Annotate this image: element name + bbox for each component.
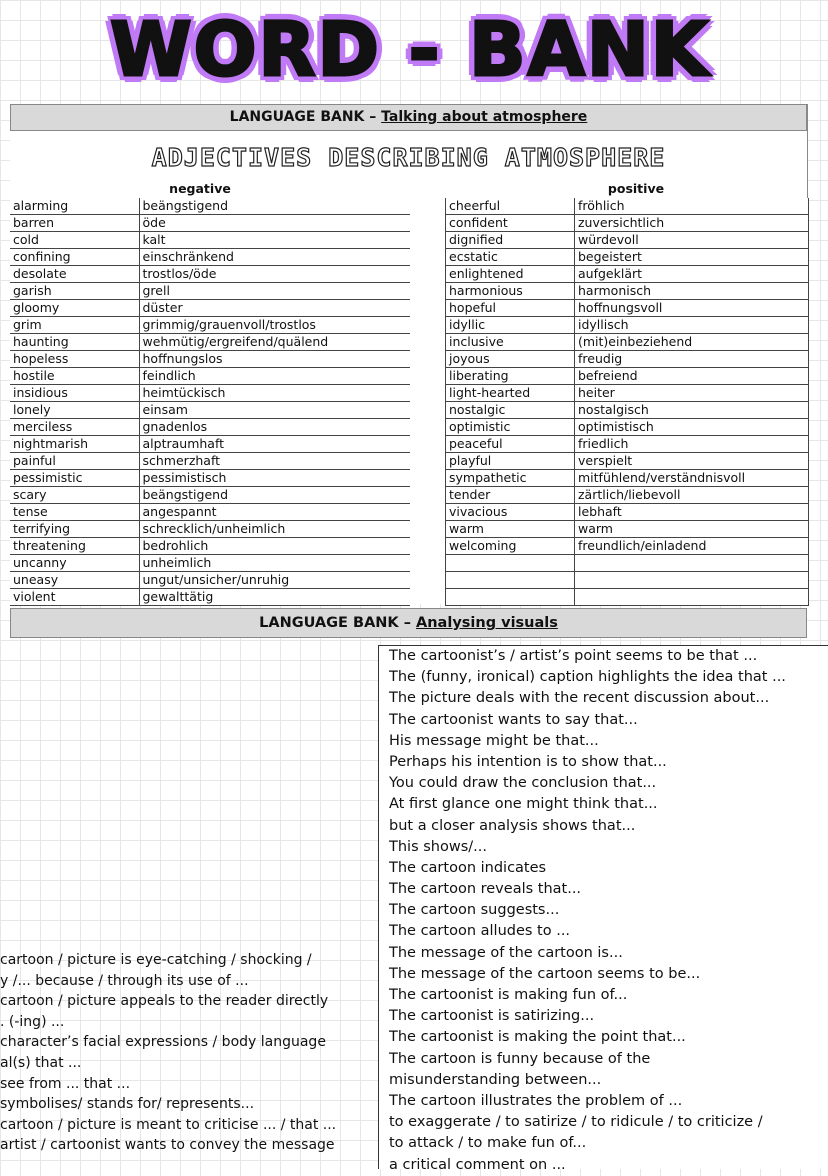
english-adjective: barren: [10, 215, 139, 232]
negative-adjectives-table: [10, 198, 410, 606]
english-adjective: peaceful: [446, 436, 575, 453]
german-translation: hoffnungsvoll: [575, 300, 809, 317]
english-adjective: merciless: [10, 419, 139, 436]
english-adjective: nostalgic: [446, 402, 575, 419]
visuals-header-prefix: LANGUAGE BANK –: [259, 615, 417, 631]
positive-row: [446, 555, 809, 572]
positive-row: [446, 334, 809, 351]
negative-row: [10, 300, 410, 317]
german-translation: einsam: [139, 402, 410, 419]
german-translation: pessimistisch: [139, 470, 410, 487]
english-adjective: vivacious: [446, 504, 575, 521]
atmosphere-header-link: Talking about atmosphere: [381, 109, 588, 125]
german-translation: gnadenlos: [139, 419, 410, 436]
negative-row: [10, 283, 410, 300]
english-adjective: hopeful: [446, 300, 575, 317]
positive-row: [446, 300, 809, 317]
atmosphere-bank-header: [10, 104, 807, 131]
german-translation: schrecklich/unheimlich: [139, 521, 410, 538]
german-translation: lebhaft: [575, 504, 809, 521]
phrase-line: to exaggerate / to satirize / to ridicule / to criticize /: [389, 1114, 763, 1131]
phrase-line: The picture deals with the recent discussion about...: [389, 690, 770, 707]
english-adjective: ecstatic: [446, 249, 575, 266]
negative-row: [10, 266, 410, 283]
phrase-line: Perhaps his intention is to show that...: [389, 753, 667, 770]
negative-row: [10, 504, 410, 521]
positive-row: [446, 419, 809, 436]
phrase-line: This shows/...: [389, 838, 487, 855]
german-translation: feindlich: [139, 368, 410, 385]
positive-row: [446, 351, 809, 368]
positive-row: [446, 504, 809, 521]
german-translation: öde: [139, 215, 410, 232]
english-adjective: idyllic: [446, 317, 575, 334]
english-adjective: optimistic: [446, 419, 575, 436]
positive-row: [446, 317, 809, 334]
phrase-line: The (funny, ironical) caption highlights the idea that ...: [389, 669, 786, 686]
left-phrase-line: cartoon / picture is meant to criticise ... / that ...: [0, 1116, 337, 1133]
negative-row: [10, 453, 410, 470]
phrase-line: The cartoon is funny because of the: [389, 1050, 651, 1067]
english-adjective: hopeless: [10, 351, 139, 368]
phrase-line: The cartoonist is making the point that...: [389, 1029, 686, 1046]
german-translation: verspielt: [575, 453, 809, 470]
english-adjective: alarming: [10, 198, 139, 215]
german-translation: aufgeklärt: [575, 266, 809, 283]
german-translation: warm: [575, 521, 809, 538]
negative-column-heading: negative: [169, 181, 231, 196]
positive-row: [446, 572, 809, 589]
german-translation: grell: [139, 283, 410, 300]
english-adjective: haunting: [10, 334, 139, 351]
english-adjective: grim: [10, 317, 139, 334]
english-adjective: warm: [446, 521, 575, 538]
english-adjective: light-hearted: [446, 385, 575, 402]
positive-row: [446, 487, 809, 504]
negative-row: [10, 334, 410, 351]
english-adjective: threatening: [10, 538, 139, 555]
german-translation: harmonisch: [575, 283, 809, 300]
german-translation: angespannt: [139, 504, 410, 521]
german-translation: beängstigend: [139, 487, 410, 504]
german-translation: nostalgisch: [575, 402, 809, 419]
phrase-line: The cartoon illustrates the problem of ...: [389, 1092, 683, 1109]
german-translation: idyllisch: [575, 317, 809, 334]
left-phrase-line: cartoon / picture is eye-catching / shocking /: [0, 952, 312, 968]
german-translation: wehmütig/ergreifend/quälend: [139, 334, 410, 351]
negative-row: [10, 402, 410, 419]
negative-row: [10, 572, 410, 589]
word-bank-title: WORD - BANK: [110, 7, 711, 93]
german-translation: heiter: [575, 385, 809, 402]
negative-row: [10, 351, 410, 368]
english-adjective: garish: [10, 283, 139, 300]
english-adjective: gloomy: [10, 300, 139, 317]
english-adjective: harmonious: [446, 283, 575, 300]
english-adjective: cheerful: [446, 198, 575, 215]
positive-row: [446, 232, 809, 249]
english-adjective: confining: [10, 249, 139, 266]
phrase-line: The cartoon reveals that...: [389, 881, 582, 898]
english-adjective: joyous: [446, 351, 575, 368]
positive-row: [446, 470, 809, 487]
phrase-line: The cartoonist is making fun of...: [389, 987, 628, 1003]
english-adjective: uncanny: [10, 555, 139, 572]
negative-row: [10, 521, 410, 538]
german-translation: gewalttätig: [139, 589, 410, 606]
phrase-line: a critical comment on ...: [389, 1156, 566, 1173]
negative-row: [10, 555, 410, 572]
visuals-bank-header: [10, 608, 807, 638]
left-phrase-line: y /... because / through its use of ...: [0, 972, 249, 989]
english-adjective: confident: [446, 215, 575, 232]
phrase-line: You could draw the conclusion that...: [389, 775, 657, 792]
negative-row: [10, 317, 410, 334]
negative-row: [10, 419, 410, 436]
phrase-line: to attack / to make fun of...: [389, 1135, 587, 1152]
german-translation: bedrohlich: [139, 538, 410, 555]
positive-adjectives-table: [445, 198, 809, 606]
positive-row: [446, 249, 809, 266]
positive-row: [446, 538, 809, 555]
positive-row: [446, 385, 809, 402]
english-adjective: painful: [10, 453, 139, 470]
phrase-line: The message of the cartoon seems to be...: [389, 965, 701, 982]
negative-row: [10, 198, 410, 215]
german-translation: hoffnungslos: [139, 351, 410, 368]
german-translation: begeistert: [575, 249, 809, 266]
german-translation: mitfühlend/verständnisvoll: [575, 470, 809, 487]
negative-row: [10, 589, 410, 606]
left-phrase-line: symbolises/ stands for/ represents...: [0, 1096, 255, 1113]
atmosphere-header-prefix: LANGUAGE BANK –: [229, 109, 382, 125]
positive-row: [446, 266, 809, 283]
german-translation: würdevoll: [575, 232, 809, 249]
english-adjective: [446, 572, 575, 589]
english-adjective: [446, 589, 575, 606]
german-translation: kalt: [139, 232, 410, 249]
negative-row: [10, 487, 410, 504]
left-phrase-line: artist / cartoonist wants to convey the message: [0, 1137, 335, 1154]
visuals-header-link: Analysing visuals: [416, 615, 558, 631]
phrase-line: The cartoon suggests...: [389, 902, 560, 919]
left-phrase-line: al(s) that ...: [0, 1054, 82, 1071]
english-adjective: terrifying: [10, 521, 139, 538]
negative-row: [10, 368, 410, 385]
positive-row: [446, 198, 809, 215]
phrase-line: The cartoonist’s / artist’s point seems to be that ...: [389, 648, 758, 664]
positive-row: [446, 283, 809, 300]
german-translation: [575, 589, 809, 606]
german-translation: schmerzhaft: [139, 453, 410, 470]
german-translation: friedlich: [575, 436, 809, 453]
english-adjective: hostile: [10, 368, 139, 385]
german-translation: einschränkend: [139, 249, 410, 266]
positive-row: [446, 521, 809, 538]
phrase-line: misunderstanding between...: [389, 1071, 602, 1088]
english-adjective: insidious: [10, 385, 139, 402]
english-adjective: cold: [10, 232, 139, 249]
english-adjective: tense: [10, 504, 139, 521]
english-adjective: inclusive: [446, 334, 575, 351]
positive-row: [446, 368, 809, 385]
left-phrase-line: . (-ing) ...: [0, 1013, 65, 1030]
positive-row: [446, 589, 809, 606]
english-adjective: lonely: [10, 402, 139, 419]
positive-row: [446, 436, 809, 453]
phrase-line: The message of the cartoon is...: [389, 944, 623, 961]
english-adjective: violent: [10, 589, 139, 606]
negative-row: [10, 538, 410, 555]
left-phrase-line: cartoon / picture appeals to the reader directly: [0, 993, 329, 1010]
german-translation: [575, 572, 809, 589]
german-translation: freundlich/einladend: [575, 538, 809, 555]
german-translation: fröhlich: [575, 198, 809, 215]
english-adjective: enlightened: [446, 266, 575, 283]
phrase-line: The cartoon indicates: [389, 859, 547, 876]
adjectives-subtitle: ADJECTIVES DESCRIBING ATMOSPHERE: [151, 143, 666, 172]
positive-row: [446, 215, 809, 232]
german-translation: unheimlich: [139, 555, 410, 572]
positive-column-heading: positive: [607, 181, 665, 196]
german-translation: optimistisch: [575, 419, 809, 436]
german-translation: [575, 555, 809, 572]
german-translation: düster: [139, 300, 410, 317]
phrase-line: The cartoonist wants to say that...: [389, 711, 638, 728]
phrase-line: but a closer analysis shows that...: [389, 817, 636, 834]
german-translation: ungut/unsicher/unruhig: [139, 572, 410, 589]
english-adjective: dignified: [446, 232, 575, 249]
visual-analysis-phrase-list: [378, 645, 828, 1173]
negative-row: [10, 249, 410, 266]
positive-row: [446, 402, 809, 419]
phrase-line: His message might be that...: [389, 732, 599, 749]
german-translation: freudig: [575, 351, 809, 368]
negative-row: [10, 232, 410, 249]
phrase-line: The cartoonist is satirizing...: [389, 1008, 595, 1025]
english-adjective: nightmarish: [10, 436, 139, 453]
english-adjective: uneasy: [10, 572, 139, 589]
german-translation: befreiend: [575, 368, 809, 385]
german-translation: heimtückisch: [139, 385, 410, 402]
visual-analysis-left-column: [0, 950, 376, 1156]
english-adjective: scary: [10, 487, 139, 504]
negative-row: [10, 385, 410, 402]
german-translation: beängstigend: [139, 198, 410, 215]
english-adjective: welcoming: [446, 538, 575, 555]
negative-row: [10, 470, 410, 487]
left-phrase-line: see from ... that ...: [0, 1075, 131, 1092]
german-translation: zärtlich/liebevoll: [575, 487, 809, 504]
german-translation: grimmig/grauenvoll/trostlos: [139, 317, 410, 334]
english-adjective: tender: [446, 487, 575, 504]
german-translation: alptraumhaft: [139, 436, 410, 453]
english-adjective: desolate: [10, 266, 139, 283]
english-adjective: [446, 555, 575, 572]
german-translation: zuversichtlich: [575, 215, 809, 232]
english-adjective: playful: [446, 453, 575, 470]
english-adjective: pessimistic: [10, 470, 139, 487]
german-translation: trostlos/öde: [139, 266, 410, 283]
english-adjective: sympathetic: [446, 470, 575, 487]
phrase-line: The cartoon alludes to ...: [389, 923, 571, 940]
german-translation: (mit)einbeziehend: [575, 334, 809, 351]
english-adjective: liberating: [446, 368, 575, 385]
negative-row: [10, 215, 410, 232]
left-phrase-line: character’s facial expressions / body language: [0, 1034, 326, 1051]
positive-row: [446, 453, 809, 470]
negative-row: [10, 436, 410, 453]
phrase-line: At first glance one might think that...: [389, 796, 658, 813]
